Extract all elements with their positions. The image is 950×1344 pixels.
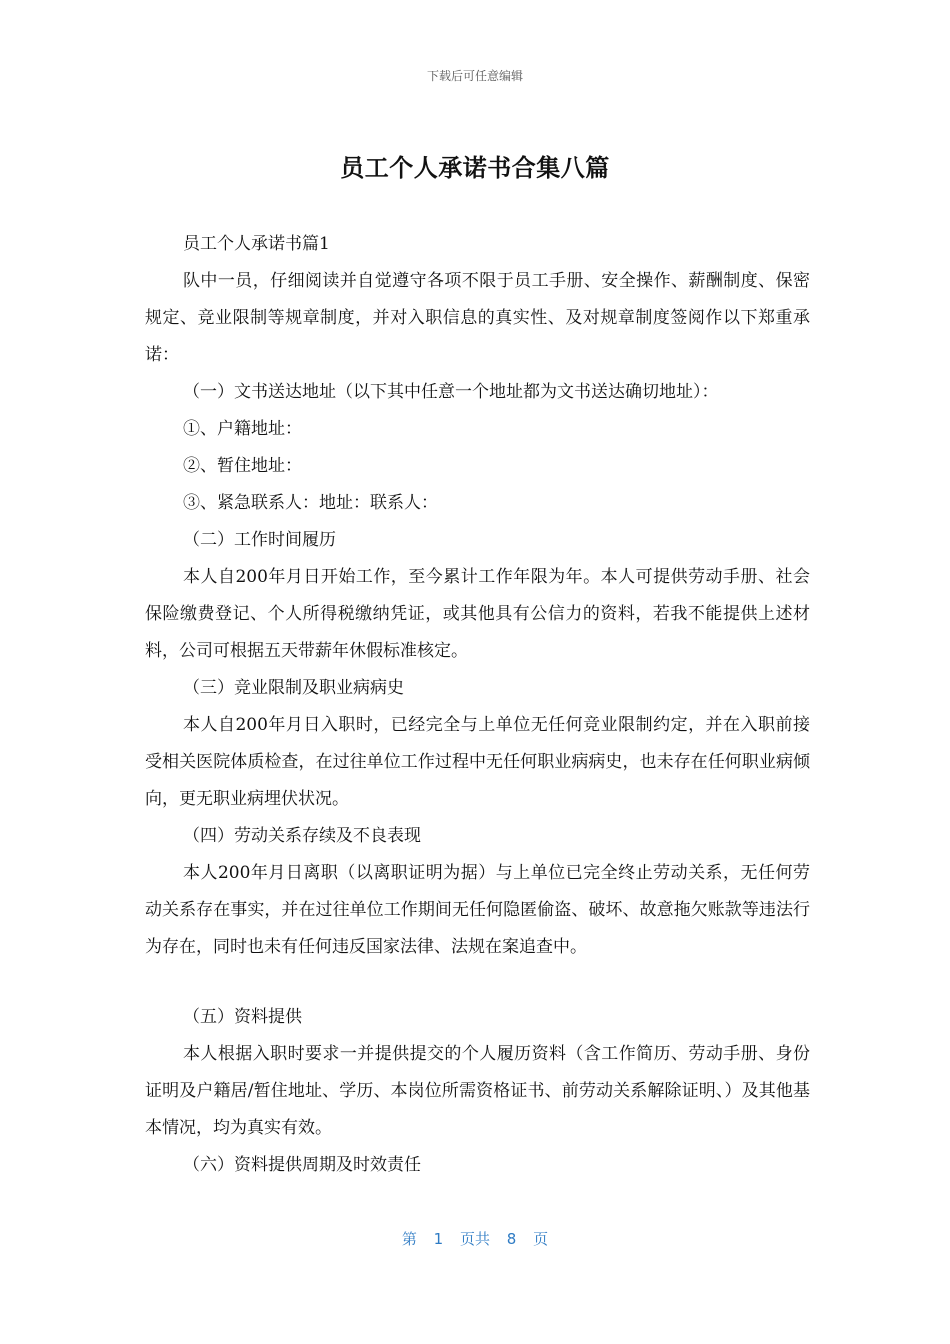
paragraph-gap — [145, 966, 810, 999]
list-item: ②、暂住地址： — [183, 456, 302, 476]
page-number-footer: 第 1 页共 8 页 — [401, 1230, 549, 1248]
section-heading: 员工个人承诺书篇1 — [183, 234, 330, 254]
document-body — [145, 226, 810, 1184]
section-heading: （四）劳动关系存续及不良表现 — [183, 826, 421, 846]
list-item: ③、紧急联系人：地址：联系人： — [183, 493, 438, 513]
paragraph: 本人200年月日离职（以离职证明为据）与上单位已完全终止劳动关系，无任何劳动关系存在事实，并在过往单位工作期间无任何隐匿偷盗、破坏、故意拖欠账款等违法行为存在，同时也未有任何违反国家法律、法规在案追查中。 — [145, 863, 810, 957]
paragraph: 本人自200年月日开始工作，至今累计工作年限为年。本人可提供劳动手册、社会保险缴费登记、个人所得税缴纳凭证，或其他具有公信力的资料，若我不能提供上述材料，公司可根据五天带薪年休假标准核定。 — [145, 567, 810, 661]
paragraph: 本人自200年月日入职时，已经完全与上单位无任何竞业限制约定，并在入职前接受相关医院体质检查，在过往单位工作过程中无任何职业病病史，也未存在任何职业病倾向，更无职业病埋伏状况。 — [145, 715, 810, 809]
paragraph: 本人根据入职时要求一并提供提交的个人履历资料（含工作简历、劳动手册、身份证明及户籍居/暂住地址、学历、本岗位所需资格证书、前劳动关系解除证明、）及其他基本情况，均为真实有效。 — [145, 1044, 810, 1138]
section-heading: （五）资料提供 — [183, 1007, 302, 1027]
section-heading: （一）文书送达地址（以下其中任意一个地址都为文书送达确切地址）： — [183, 382, 719, 402]
document-title: 员工个人承诺书合集八篇 — [340, 154, 610, 182]
paragraph: 队中一员，仔细阅读并自觉遵守各项不限于员工手册、安全操作、薪酬制度、保密规定、竞业限制等规章制度，并对入职信息的真实性、及对规章制度签阅作以下郑重承诺： — [145, 271, 810, 365]
list-item: ①、户籍地址： — [183, 419, 302, 439]
header-note: 下载后可任意编辑 — [426, 69, 523, 83]
section-heading: （六）资料提供周期及时效责任 — [183, 1155, 421, 1175]
section-heading: （二）工作时间履历 — [183, 530, 336, 550]
section-heading: （三）竞业限制及职业病病史 — [183, 678, 404, 698]
